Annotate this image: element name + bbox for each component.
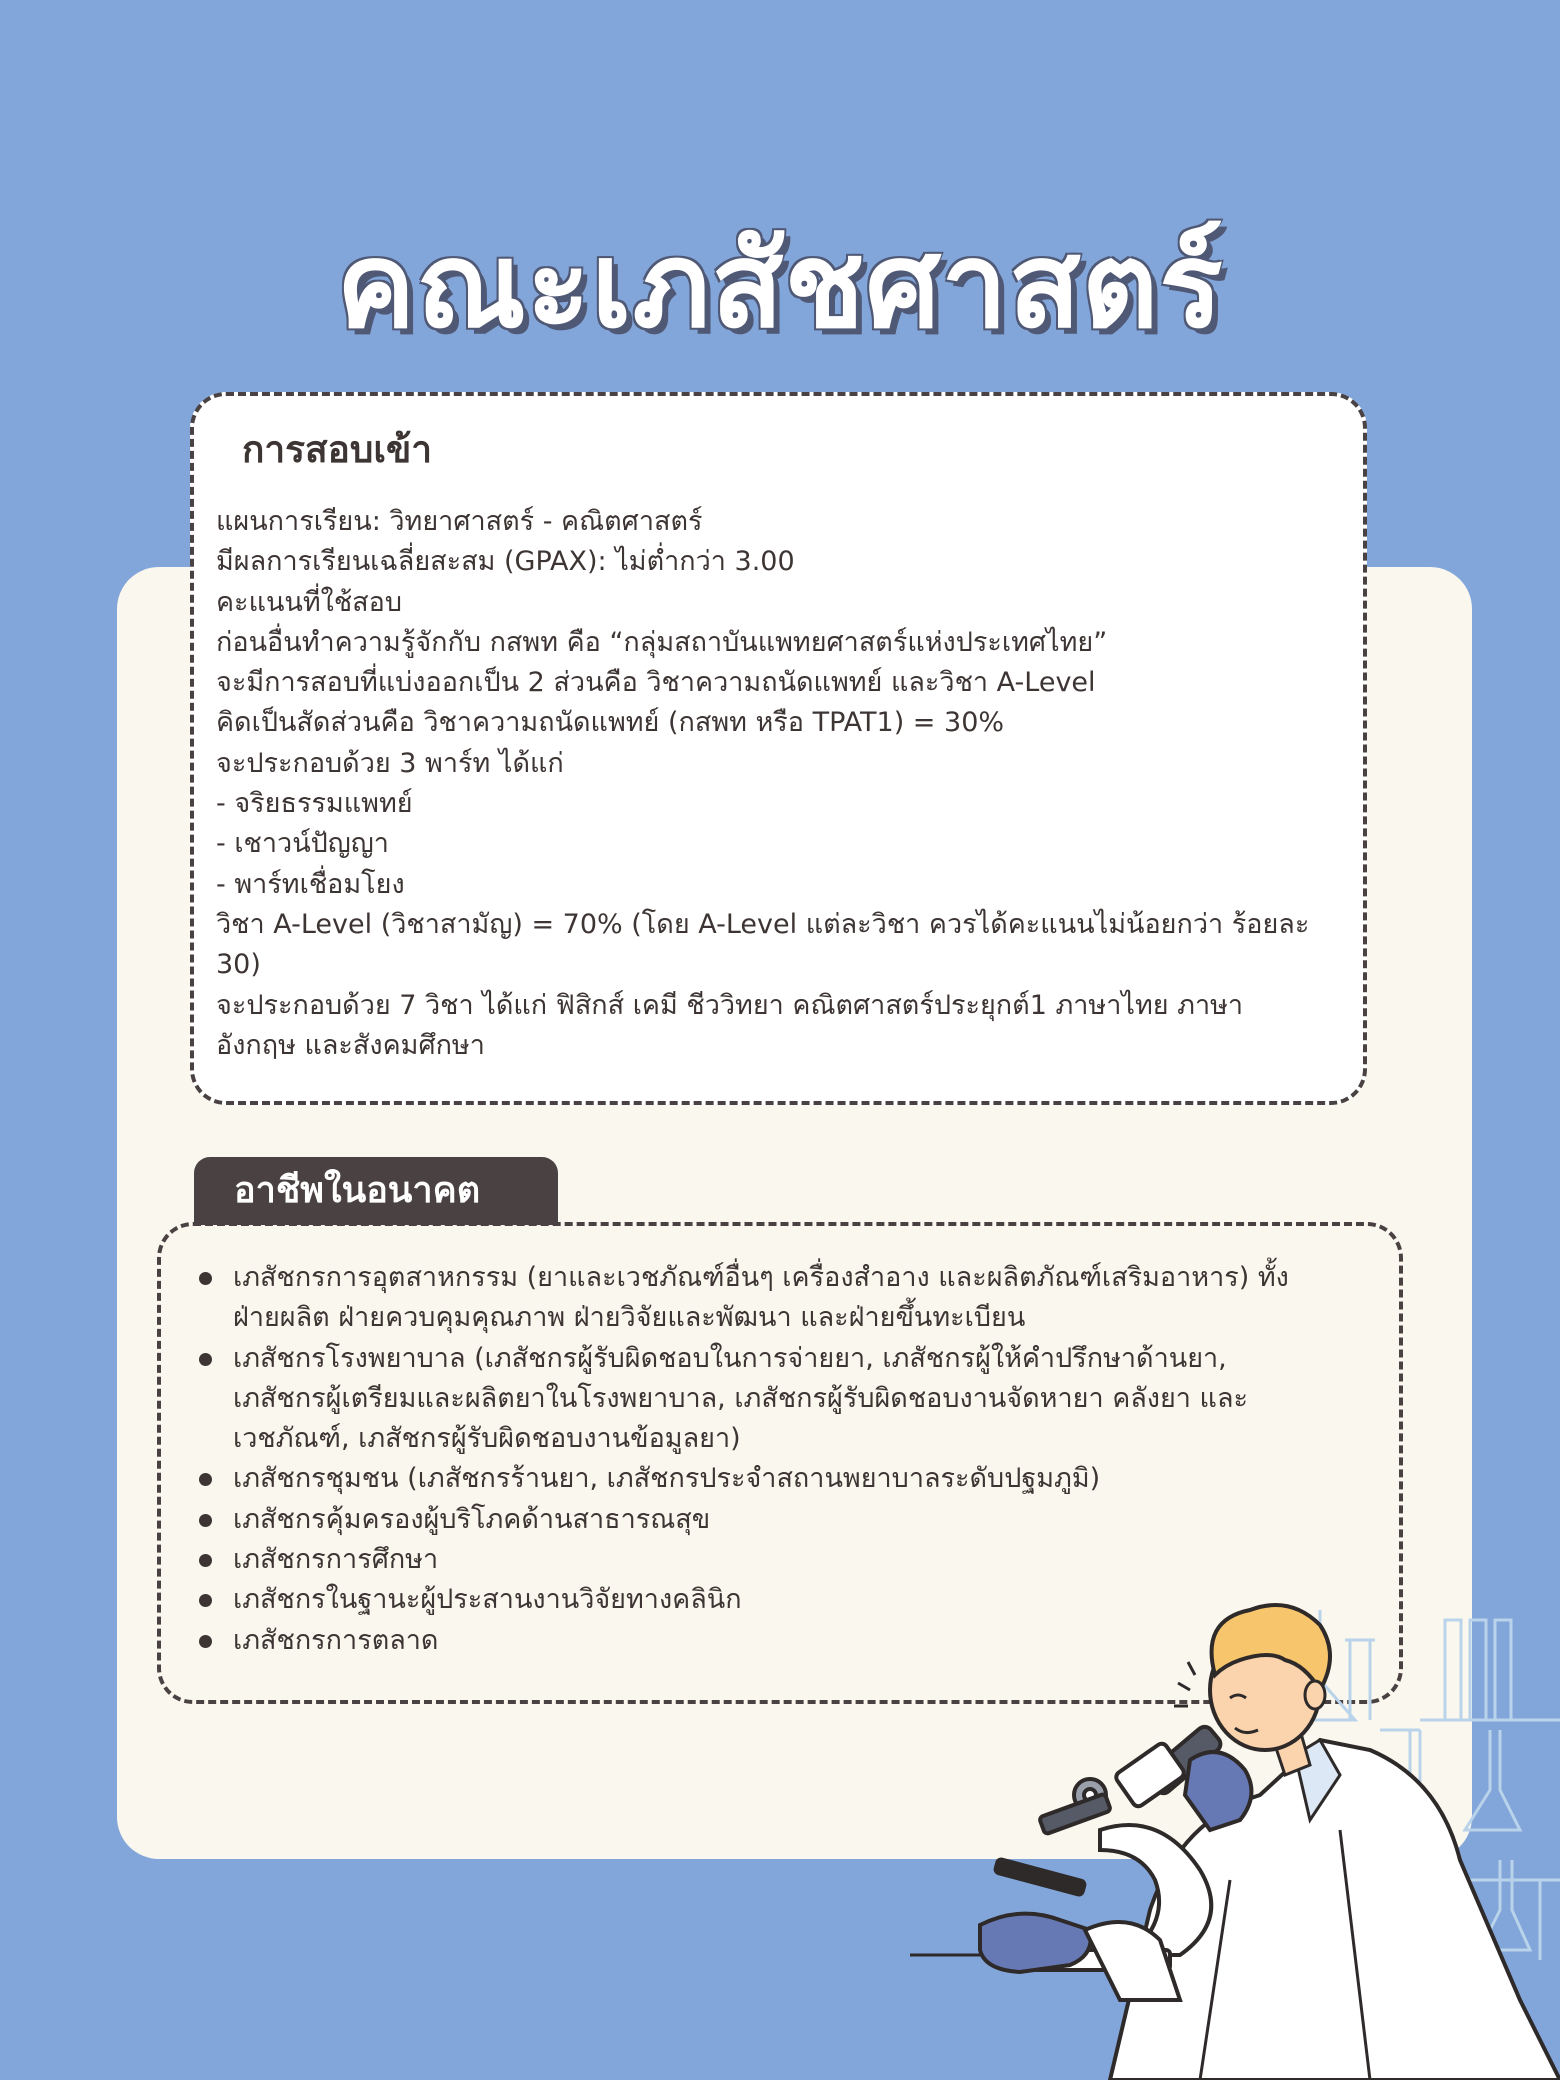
- career-item: [233, 1500, 1383, 1540]
- admission-line: มีผลการเรียนเฉลี่ยสะสม (GPAX): ไม่ต่ำกว่า 3.00: [216, 546, 795, 578]
- admission-line: 30): [216, 949, 261, 981]
- career-line: เภสัชกรชุมชน (เภสัชกรร้านยา, เภสัชกรประจำสถานพยาบาลระดับปฐมภูมิ): [233, 1463, 1101, 1495]
- admission-line: จะมีการสอบที่แบ่งออกเป็น 2 ส่วนคือ วิชาความถนัดแพทย์ และวิชา A-Level: [216, 667, 1096, 699]
- bullet-icon: [199, 1353, 212, 1366]
- admission-section: [190, 392, 1367, 1105]
- career-line: เภสัชกรการตลาด: [233, 1624, 439, 1656]
- admission-line: วิชา A-Level (วิชาสามัญ) = 70% (โดย A-Level แต่ละวิชา ควรได้คะแนนไม่น้อยกว่า ร้อยละ: [216, 908, 1310, 940]
- admission-heading: การสอบเข้า: [242, 428, 433, 471]
- career-line: เภสัชกรในฐานะผู้ประสานงานวิจัยทางคลินิก: [233, 1584, 742, 1616]
- bullet-icon: [199, 1635, 212, 1648]
- career-item: [233, 1258, 1383, 1339]
- glove-left: [980, 1914, 1091, 1972]
- admission-line: - จริยธรรมแพทย์: [216, 788, 413, 820]
- bullet-icon: [199, 1594, 212, 1607]
- career-line: เภสัชกรคุ้มครองผู้บริโภคด้านสาธารณสุข: [233, 1503, 711, 1535]
- admission-line: ก่อนอื่นทำความรู้จักกับ กสพท คือ “กลุ่มสถาบันแพทยศาสตร์แห่งประเทศไทย”: [216, 626, 1108, 658]
- career-line: ฝ่ายผลิต ฝ่ายควบคุมคุณภาพ ฝ่ายวิจัยและพัฒนา และฝ่ายขึ้นทะเบียน: [233, 1302, 1026, 1334]
- career-item: [233, 1339, 1383, 1460]
- admission-line: จะประกอบด้วย 7 วิชา ได้แก่ ฟิสิกส์ เคมี ชีววิทยา คณิตศาสตร์ประยุกต์1 ภาษาไทย ภาษา: [216, 989, 1244, 1021]
- admission-line: อังกฤษ และสังคมศึกษา: [216, 1029, 485, 1061]
- glove-right: [1185, 1752, 1251, 1830]
- bullet-icon: [199, 1473, 212, 1486]
- admission-line: คะแนนที่ใช้สอบ: [216, 586, 403, 618]
- careers-heading: อาชีพในอนาคต: [194, 1157, 558, 1225]
- career-item: [233, 1540, 1383, 1580]
- career-item: [233, 1459, 1383, 1499]
- admission-line: คิดเป็นสัดส่วนคือ วิชาความถนัดแพทย์ (กสพท หรือ TPAT1) = 30%: [216, 707, 1005, 739]
- career-line: เภสัชกรการศึกษา: [233, 1544, 439, 1576]
- career-line: เวชภัณฑ์, เภสัชกรผู้รับผิดชอบงานข้อมูลยา): [233, 1423, 741, 1455]
- career-line: เภสัชกรผู้เตรียมและผลิตยาในโรงพยาบาล, เภสัชกรผู้รับผิดชอบงานจัดหายา คลังยา และ: [233, 1382, 1248, 1414]
- page-title: คณะเภสัชศาสตร์: [336, 216, 1224, 354]
- bullet-icon: [199, 1514, 212, 1527]
- admission-line: จะประกอบด้วย 3 พาร์ท ได้แก่: [216, 747, 564, 779]
- bullet-icon: [199, 1554, 212, 1567]
- career-line: เภสัชกรการอุตสาหกรรม (ยาและเวชภัณฑ์อื่นๆ เครื่องสำอาง และผลิตภัณฑ์เสริมอาหาร) ทั้ง: [233, 1262, 1289, 1293]
- bullet-icon: [199, 1272, 212, 1285]
- admission-line: - พาร์ทเชื่อมโยง: [216, 868, 405, 900]
- pharmacist-with-microscope-icon: [900, 1580, 1560, 2080]
- career-line: เภสัชกรโรงพยาบาล (เภสัชกรผู้รับผิดชอบในการจ่ายยา, เภสัชกรผู้ให้คำปรึกษาด้านยา,: [233, 1342, 1227, 1374]
- admission-line: แผนการเรียน: วิทยาศาสตร์ - คณิตศาสตร์: [216, 506, 703, 537]
- admission-details: [216, 502, 1346, 1066]
- admission-line: - เชาวน์ปัญญา: [216, 828, 389, 860]
